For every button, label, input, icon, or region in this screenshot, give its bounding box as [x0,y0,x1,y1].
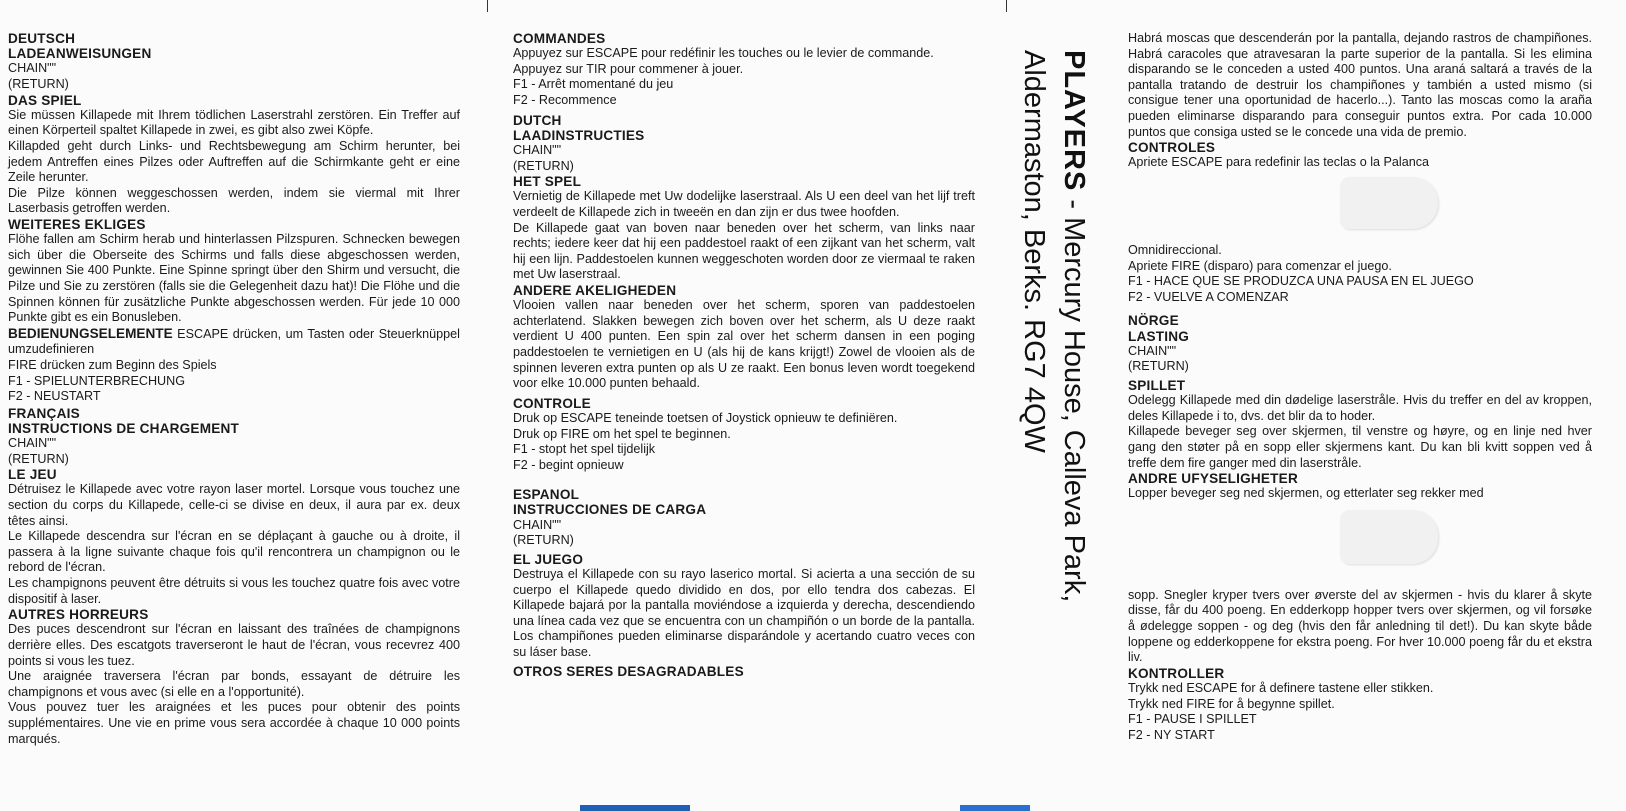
column-deutsch-francais [8,30,460,747]
language-heading: ESPANOL [513,487,580,503]
controls-fire: Apriete FIRE (disparo) para comenzar el juego. [1128,258,1392,273]
more-paragraph: Habrá moscas que descenderán por la pantalla, dejando rastros de champiñones. Habrá caracoles que atravesaran la parte superior de la pantalla. Si les elimina disparando se le conceden a usted 400 puntos. Una araná saltará a través de la pantalla tratando de destruir los champiñones y también a usted mismo (si consigue tener una oportunidad de hacerlo...). Tanto las moscas como la araña pueden eliminarse disparando para conseguir puntos extra. Por cada 10.000 puntos que consiga usted se le concede una vida de premio. [1128,31,1592,139]
paper-patch-area [1128,510,1592,568]
loading-heading: INSTRUCCIONES DE CARGA [513,502,707,518]
company-name: PLAYERS [1058,50,1090,192]
game-heading: LE JEU [8,467,57,483]
game-paragraph: Les champignons peuvent être détruits si vous les touchez quatre fois avec votre dispositif à laser. [8,576,460,606]
controls-f1: F1 - HACE QUE SE PRODUZCA UNA PAUSA EN EL JUEGO [1128,274,1474,289]
controls-fire: FIRE drücken zum Beginn des Spiels [8,357,217,372]
controls-f2: F2 - NY START [1128,727,1215,742]
address-line-2: Aldermaston, Berks. RG7 4QW [1018,50,1050,453]
controls-heading: COMMANDES [513,31,606,46]
more-paragraph: Vous pouvez tuer les araignées et les puces pour obtenir des points supplémentaires. Une vie en prime vous sera accordée à chaque 10 000 points marqués. [8,700,460,746]
section-dutch [513,113,975,474]
controls-f1: F1 - stopt het spel tijdelijk [513,442,656,457]
return-key: (RETURN) [1128,359,1189,374]
section-norge [1128,313,1592,743]
more-paragraph: Vlooien vallen naar beneden over het scherm, sporen van paddestoelen achterlatend. Slakken bewegen zich boven over het scherm, als U deze raakt verdient U 400 punten. Een spin zal over het scherm dansen in een poging paddestoelen te vernietigen en U (als hij de kans krijgt!) Zowel de vlooien als de spinnen leveren extra punten op als U ze raakt. Een bonus leven wordt toegekend voor elke 10.000 punten behaald. [513,298,975,391]
more-paragraph: Une araignée traversera l'écran par bonds, essayant de détruire les champignons et vous avec (si elle en a l'opportunité). [8,669,460,699]
controls-f2: F2 - VUELVE A COMENZAR [1128,289,1289,304]
section-francais-controls [513,31,975,109]
game-heading: SPILLET [1128,377,1186,393]
paper-patch [1340,177,1438,229]
controls-fire: Druk op FIRE om het spel te beginnen. [513,426,731,441]
game-paragraph: Killapded geht durch Links- und Rechtsbewegung am Schirm herunter, bei jedem Antreffen eines Pilzes oder Auftreffen auf die Schirmkante geht er eine Zeile herunter. [8,138,460,185]
more-heading: AUTRES HORREURS [8,607,149,623]
game-paragraph: Sie müssen Killapede mit Ihrem tödlichen Laserstrahl zerstören. Ein Treffer auf einen Körperteil spaltet Killapede in zwei, es gibt also zwei Köpfe. [8,107,460,138]
language-heading: NÖRGE [1128,313,1179,329]
more-heading: WEITERES EKLIGES [8,216,146,232]
controls-f2: F2 - NEUSTART [8,389,101,404]
cover-edge-strip [580,805,690,811]
game-heading: HET SPEL [513,174,582,190]
game-paragraph: Vernietig de Killapede met Uw dodelijke laserstraal. Als U een deel van het lijf treft verdeelt de Killapede zich in tweeën en dan zijn er dus twee hoofden. [513,189,975,219]
chain-command: CHAIN"" [513,142,562,157]
more-paragraph: Lopper beveger seg ned skjermen, og etterlater seg rekker med [1128,486,1484,501]
more-heading: OTROS SERES DESAGRADABLES [513,663,744,679]
section-espanol-cont [1128,31,1592,305]
paper-patch [1340,510,1438,564]
controls-heading: KONTROLLER [1128,665,1225,681]
section-francais [8,406,460,748]
chain-command: CHAIN"" [8,61,57,76]
language-heading: DUTCH [513,112,562,128]
controls-line [8,326,460,358]
more-paragraph: Flöhe fallen am Schirm herab und hinterlassen Pilzspuren. Schnecken bewegen sich über die Oberseite des Schirms und falls diese abgeschossen werden, gewinnen Sie 400 Punkte. Eine Spinne springt über den Shirm und versucht, die Pilze und Sie zu zerstören (falls sie die Gelegenheit dazu hat)! Die Flöhe und die Spinnen können für zusätzliche Punkte abgeschossen werden. Für jede 10 000 Punkte gibt es ein Bonusleben. [8,232,460,325]
controls-text-cont: Omnidireccional. [1128,242,1222,257]
game-paragraph: Destruya el Killapede con su rayo laserico mortal. Si acierta a una sección de su cuerpo el Killapede quedo dividido en dos, por ello tendra dos cabezas. El Killapede bajará por la pantalla moviéndose a izquierda y derecha, descendiendo una línea cada vez que se encuentra con un champiñón o un borde de la pantalla. Los champiñones pueden eliminarse disparándole y acertando cuatro veces con su láser base. [513,567,975,660]
address-line-1: - Mercury House, Calleva Park, [1058,191,1090,603]
game-paragraph: Détruisez le Killapede avec votre rayon laser mortel. Lorsque vous touchez une section du corps du Killapede, celle-ci se divise en deux, il aura par ex. deux têtes ainsi. [8,482,460,528]
return-key: (RETURN) [513,158,574,173]
loading-heading: INSTRUCTIONS DE CHARGEMENT [8,420,240,436]
controls-f1: F1 - PAUSE I SPILLET [1128,712,1257,727]
loading-heading: LASTING [1128,328,1190,344]
more-heading: ANDRE UFYSELIGHETER [1128,471,1298,487]
controls-f2: F2 - Recommence [513,92,617,107]
controls-text: Trykk ned ESCAPE for å definere tastene eller stikken. [1128,681,1434,696]
loading-heading: LAADINSTRUCTIES [513,127,645,143]
return-key: (RETURN) [8,451,69,466]
chain-command: CHAIN"" [1128,343,1177,358]
controls-text: Apriete ESCAPE para redefinir las teclas o la Palanca [1128,155,1430,170]
controls-heading: BEDIENUNGSELEMENTE [8,325,173,341]
return-key: (RETURN) [8,77,69,91]
spine-address-rotated [1012,50,1094,670]
more-paragraph: sopp. Snegler kryper tvers over øverste del av skjermen - hvis du klarer å skyte disse, får du 400 poeng. En edderkopp hopper tvers over skjermen, og vil forsøke å ødelegge soppen - og deg (hvis den får anledning til det!). Du kan skyte både loppene og edderkoppene for ekstra poeng. For hver 10.000 poeng får du et ekstra liv. [1128,587,1592,665]
fold-mark-left [487,0,488,12]
spine-address [1012,50,1094,670]
section-espanol [513,487,975,679]
fold-mark-right [1006,0,1007,12]
game-paragraph: Killapede beveger seg over skjermen, til venstre og høyre, og en linje ned hver gang den støter på en sopp eller skjermens kant. Du kan bli kvitt soppen ved å treffe dem fire ganger med din laserstråle. [1128,424,1592,470]
column-francais-dutch-espanol [513,30,975,679]
loading-heading: LADEANWEISUNGEN [8,46,152,62]
spine-line-1 [1054,50,1094,670]
chain-command: CHAIN"" [513,517,562,532]
game-heading: EL JUEGO [513,551,584,567]
controls-fire: Appuyez sur TIR pour commener à jouer. [513,61,744,76]
chain-command: CHAIN"" [8,436,57,451]
controls-f1: F1 - Arrêt momentané du jeu [513,77,674,92]
controls-f2: F2 - begint opnieuw [513,457,624,472]
section-deutsch [8,31,460,405]
game-paragraph: De Killapede gaat van boven naar beneden over het scherm, van links naar rechts; iedere keer dat hij een paddestoel raakt of een zijkant van het scherm, valt hij een lijn. Paddestoelen kunnen weggeschoten worden door ze viermaal te raken met Uw laserstraal. [513,220,975,282]
game-paragraph: Die Pilze können weggeschossen werden, indem sie viermal mit Ihrer Laserbasis getroffen werden. [8,185,460,216]
controls-heading: CONTROLE [513,395,591,411]
controls-text: Druk op ESCAPE teneinde toetsen of Joystick opnieuw te definiëren. [513,410,898,425]
controls-f1: F1 - SPIELUNTERBRECHUNG [8,373,186,388]
more-heading: ANDERE AKELIGHEDEN [513,282,677,298]
return-key: (RETURN) [513,533,574,548]
language-heading: FRANÇAIS [8,405,80,421]
more-paragraph: Des puces descendront sur l'écran en laissant des traînées de champignons derrière elles. Des escatgots traverseront le haut de l'écran, vous recevrez 400 points si vous les tuez. [8,622,460,668]
controls-text: Appuyez sur ESCAPE pour redéfinir les touches ou le levier de commande. [513,46,934,61]
language-heading: DEUTSCH [8,31,76,46]
game-paragraph: Le Killapede descendra sur l'écran en se déplaçant à gauche ou à droite, il passera à la ligne suivante chaque fois qu'il rencontrera un champignon ou le rebord de l'écran. [8,529,460,575]
controls-text: ESCAPE drücken, um Tasten oder Steuerknüppel umzudefinieren [8,326,460,357]
controls-fire: Trykk ned FIRE for å begynne spillet. [1128,696,1335,711]
column-espanol-norge [1128,30,1592,743]
paper-patch-area [1128,177,1592,229]
game-heading: DAS SPIEL [8,92,82,108]
game-paragraph: Odelegg Killapede med din dødelige laserstråle. Hvis du treffer en del av kroppen, deles Killapede i to, dvs. det blir da to hoder. [1128,393,1592,423]
controls-heading: CONTROLES [1128,140,1216,156]
cover-edge-strip-2 [960,805,1030,811]
